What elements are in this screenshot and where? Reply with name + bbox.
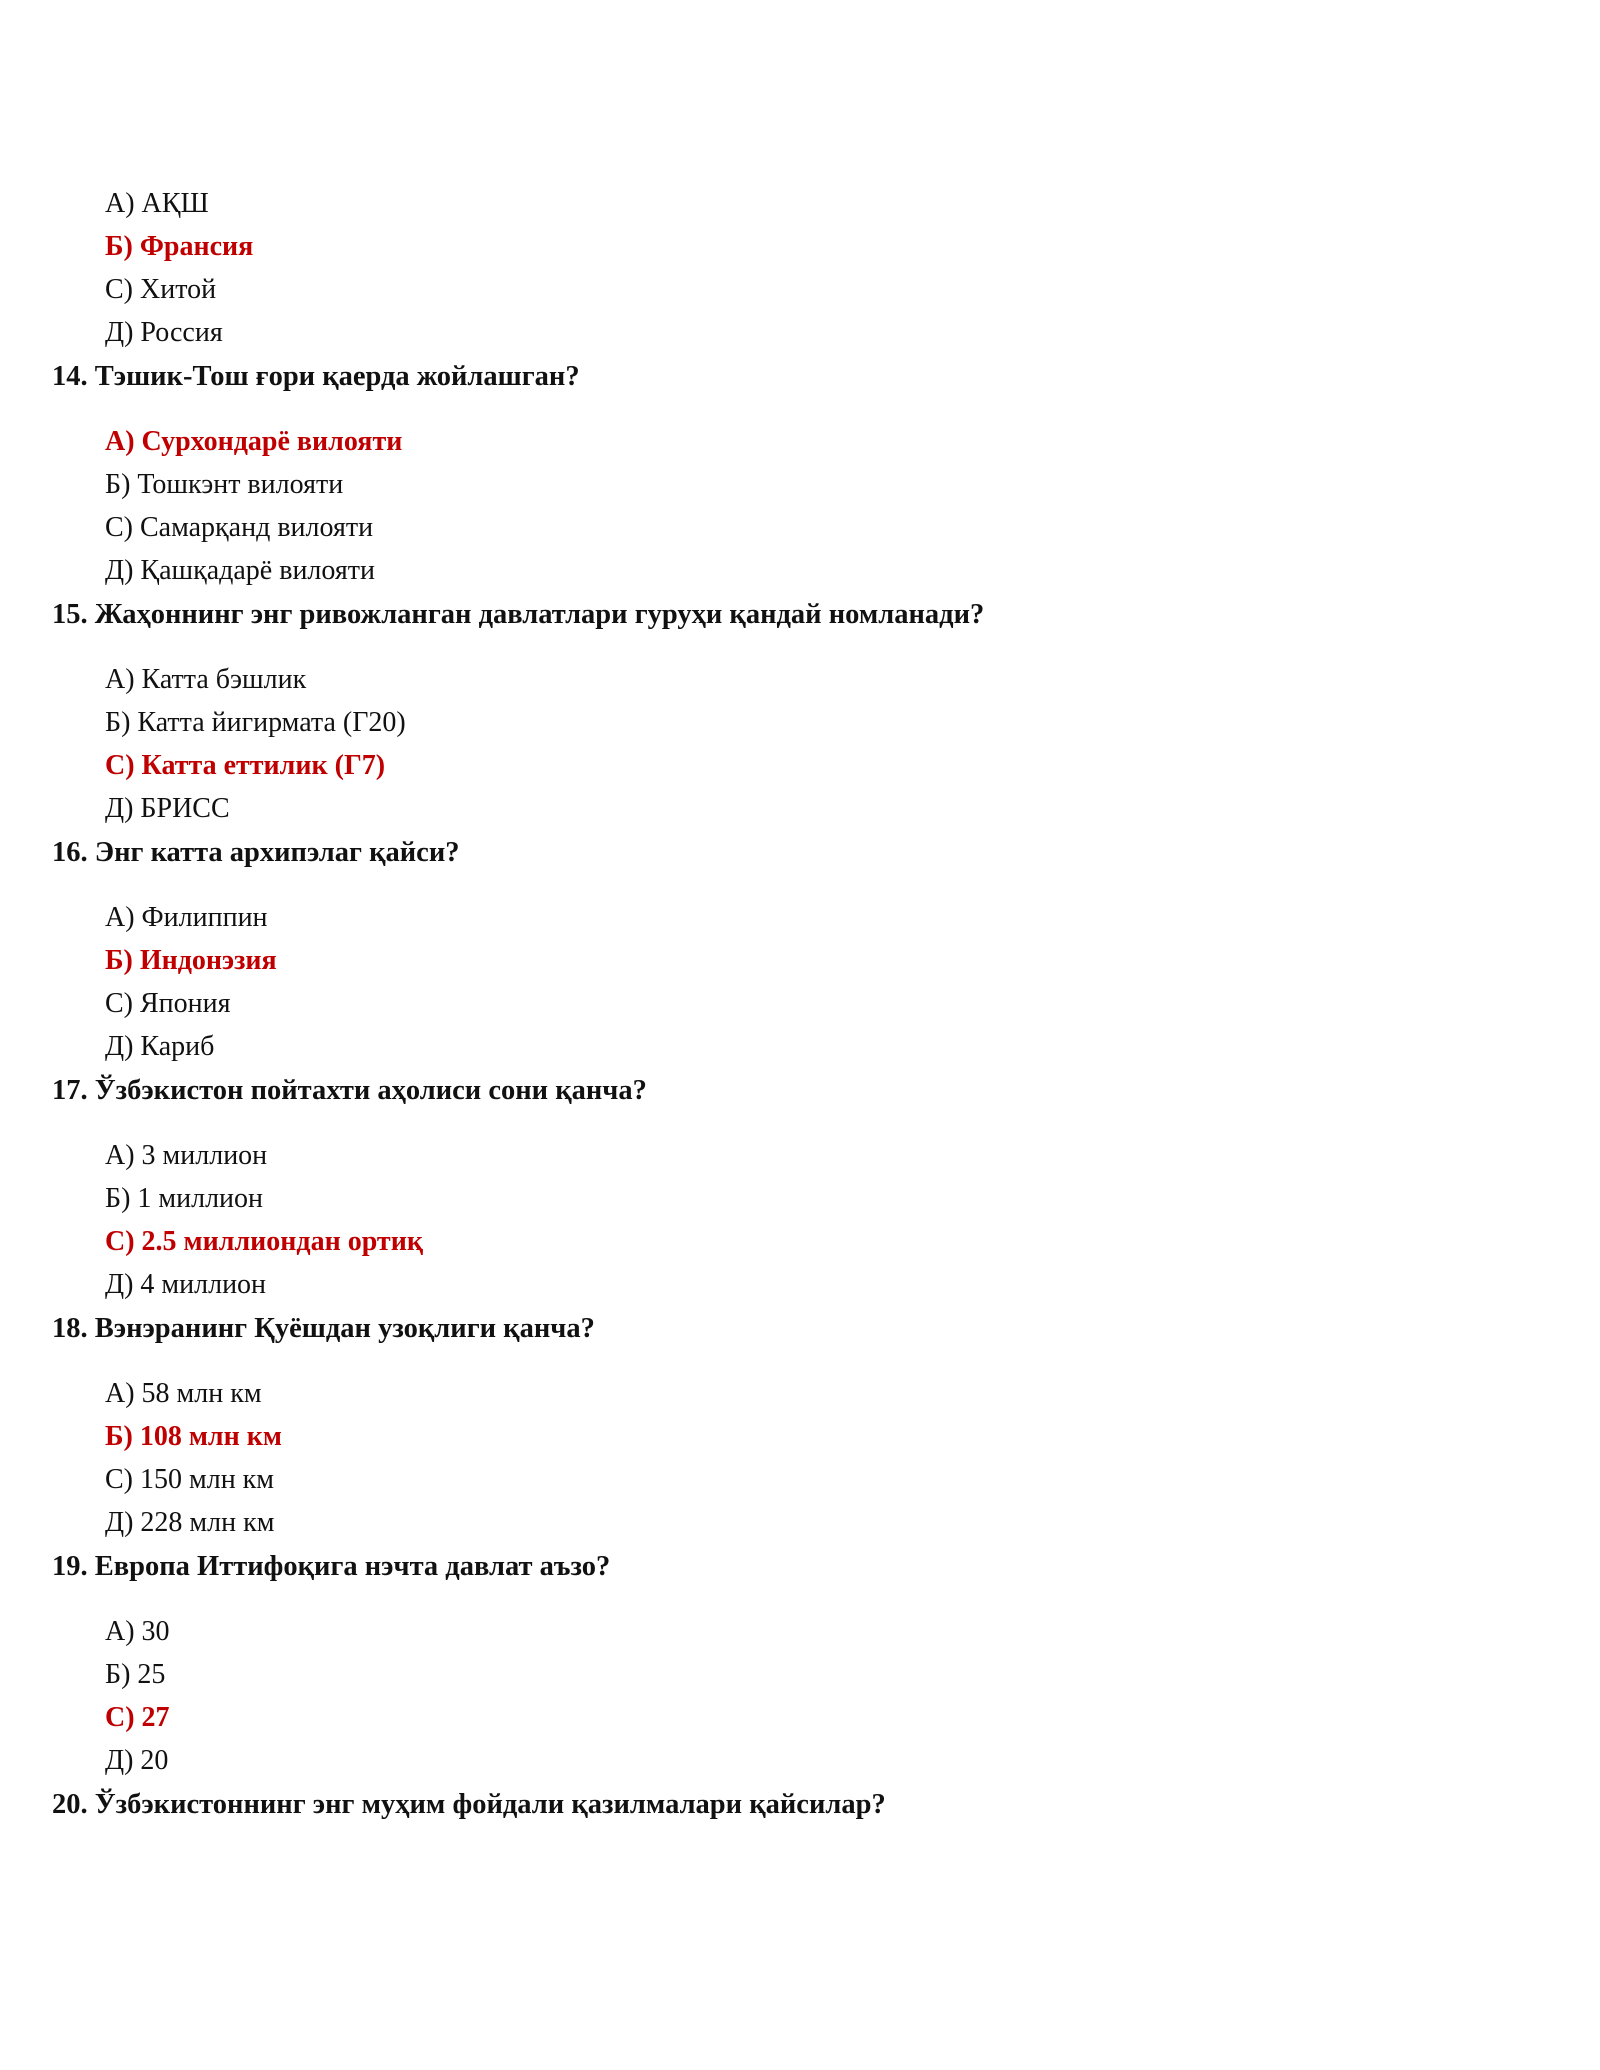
option-b-correct: Б) Индонэзия <box>105 945 277 976</box>
question-20: 20. Ўзбэкистоннинг энг муҳим фойдали қазилмалари қайсилар? <box>52 1789 886 1820</box>
option-c-correct: С) Катта еттилик (Г7) <box>105 750 386 781</box>
option-a-correct: А) Сурхондарё вилояти <box>105 426 403 457</box>
option-c-correct: С) 27 <box>105 1702 170 1733</box>
option-d: Д) Қашқадарё вилояти <box>105 555 375 586</box>
option-a: А) Филиппин <box>105 902 268 933</box>
option-c: С) 150 млн км <box>105 1464 274 1495</box>
option-b: Б) Катта йигирмата (Г20) <box>105 707 406 738</box>
question-15: 15. Жаҳоннинг энг ривожланган давлатлари гуруҳи қандай номланади? <box>52 599 985 630</box>
option-b: Б) 1 миллион <box>105 1183 264 1214</box>
option-c: С) Япония <box>105 988 231 1019</box>
option-a: А) 58 млн км <box>105 1378 262 1409</box>
option-a: А) Катта бэшлик <box>105 664 307 695</box>
question-14: 14. Тэшик-Тош ғори қаерда жойлашган? <box>52 361 580 392</box>
option-d: Д) Кариб <box>105 1031 215 1062</box>
option-c: С) Самарқанд вилояти <box>105 512 374 543</box>
option-b: Б) 25 <box>105 1659 166 1690</box>
option-d: Д) БРИСС <box>105 793 230 824</box>
option-a: А) 3 миллион <box>105 1140 268 1171</box>
option-c: С) Хитой <box>105 274 217 305</box>
option-d: Д) 228 млн км <box>105 1507 275 1538</box>
option-c-correct: С) 2.5 миллиондан ортиқ <box>105 1226 423 1257</box>
option-d: Д) 20 <box>105 1745 169 1776</box>
question-18: 18. Вэнэранинг Қуёшдан узоқлиги қанча? <box>52 1313 595 1344</box>
option-b-correct: Б) 108 млн км <box>105 1421 282 1452</box>
question-16: 16. Энг катта архипэлаг қайси? <box>52 837 460 868</box>
option-a: А) 30 <box>105 1616 170 1647</box>
question-17: 17. Ўзбэкистон пойтахти аҳолиси сони қанча? <box>52 1075 647 1106</box>
option-d: Д) Россия <box>105 317 223 348</box>
option-b-correct: Б) Франсия <box>105 231 254 262</box>
option-d: Д) 4 миллион <box>105 1269 267 1300</box>
question-19: 19. Европа Иттифоқига нэчта давлат аъзо? <box>52 1551 611 1582</box>
option-a: А) АҚШ <box>105 188 209 219</box>
option-b: Б) Тошкэнт вилояти <box>105 469 344 500</box>
